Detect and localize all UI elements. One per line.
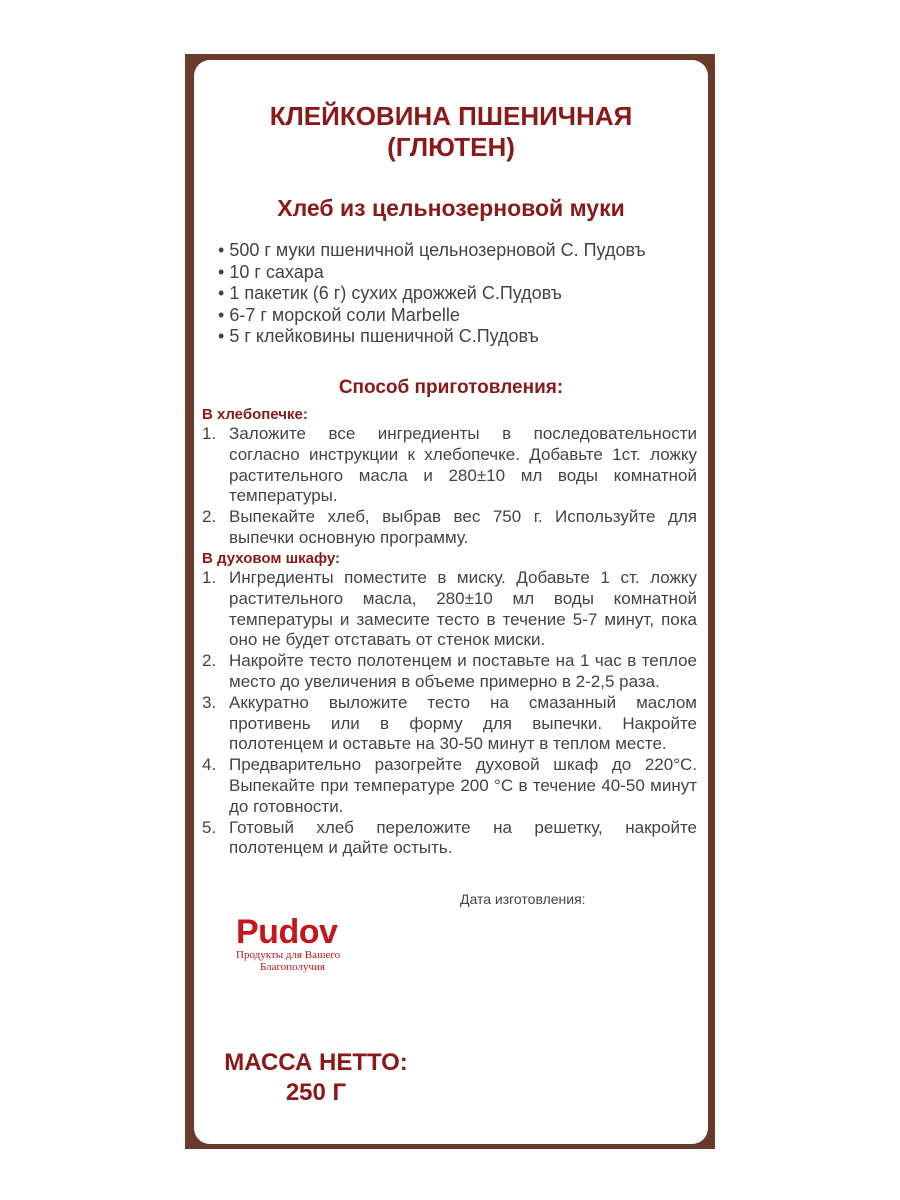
ingredients-list [218, 240, 698, 348]
method-title: Способ приготовления: [338, 377, 564, 398]
label-panel [194, 60, 708, 1144]
net-mass-label: МАССА НЕТТО: [224, 1049, 408, 1076]
step-item [202, 693, 697, 755]
logo-tagline-line2: Благополучия [260, 961, 325, 973]
step-number: 1. [202, 424, 217, 443]
step-text: Предварительно разогрейте духовой шкаф до 220°С. Выпекайте при температуре 200 °С в течение 40-50 минут до готовности. [229, 755, 697, 816]
bread-maker-title: В хлебопечке: [202, 406, 308, 423]
step-text: Готовый хлеб переложите на решетку, накройте полотенцем и дайте остыть. [229, 817, 697, 858]
product-title-line2: (ГЛЮТЕН) [387, 132, 515, 162]
pudov-logo [236, 913, 366, 973]
product-title-line1: КЛЕЙКОВИНА ПШЕНИЧНАЯ [269, 101, 633, 131]
step-item [202, 507, 697, 549]
production-date-label: Дата изготовления: [460, 891, 586, 907]
step-number: 1. [202, 568, 217, 587]
step-item [202, 424, 697, 507]
ingredient-item: • 500 г муки пшеничной цельнозерновой С. Пудовъ [218, 240, 698, 262]
ingredient-item: • 5 г клейковины пшеничной С.Пудовъ [218, 326, 698, 348]
step-text: Заложите все ингредиенты в последовательности согласно инструкции к хлебопечке. Добавьте 1ст. ложку растительного масла и 280±10 мл воды комнатной температуры. [229, 424, 697, 506]
bread-maker-section [202, 406, 697, 549]
ingredient-item: • 6-7 г морской соли Marbelle [218, 305, 698, 327]
step-number: 3. [202, 692, 217, 712]
step-item [202, 568, 697, 651]
step-item [202, 651, 697, 693]
oven-title: В духовом шкафу: [202, 550, 341, 567]
net-mass [206, 1048, 426, 1108]
bread-maker-steps [202, 424, 697, 549]
step-number: 5. [202, 817, 217, 837]
step-number: 4. [202, 755, 217, 775]
oven-steps [202, 568, 697, 859]
step-number: 2. [202, 507, 217, 527]
logo-tagline [236, 949, 366, 973]
ingredient-item: • 1 пакетик (6 г) сухих дрожжей С.Пудовъ [218, 283, 698, 305]
step-text: Выпекайте хлеб, выбрав вес 750 г. Используйте для выпечки основную программу. [229, 507, 697, 547]
step-item [202, 755, 697, 817]
logo-tagline-line1: Продукты для Вашего [236, 949, 341, 961]
recipe-title: Хлеб из цельнозерновой муки [277, 195, 625, 221]
product-title [194, 101, 708, 163]
step-text: Ингредиенты поместите в миску. Добавьте 1 ст. ложку растительного масла, 280±10 мл воды комнатной температуры и замесите тесто в течение 5-7 минут, пока оно не будет отставать от стенок миски. [229, 568, 697, 650]
step-text: Аккуратно выложите тесто на смазанный маслом противень или в форму для выпечки. Накройте полотенцем и оставьте на 30-50 минут в теплом месте. [229, 692, 697, 754]
step-item [202, 818, 697, 860]
ingredient-item: • 10 г сахара [218, 262, 698, 284]
net-mass-value: 250 Г [285, 1079, 347, 1106]
step-number: 2. [202, 651, 217, 671]
step-text: Накройте тесто полотенцем и поставьте на 1 час в теплое место до увеличения в объеме примерно в 2-2,5 раза. [229, 651, 697, 691]
logo-name: Pudov [236, 913, 338, 951]
oven-section [202, 550, 697, 859]
